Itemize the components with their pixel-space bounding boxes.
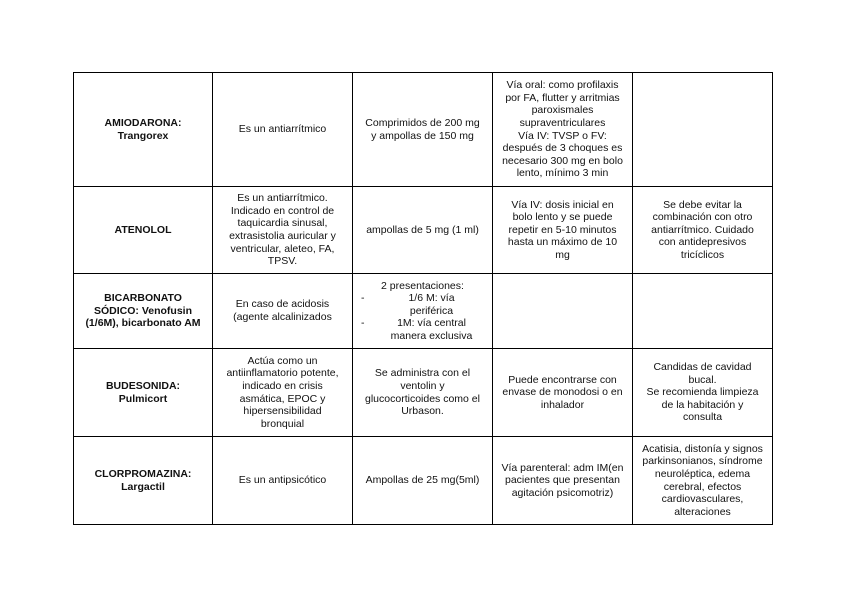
drug-notes: Candidas de cavidad bucal. Se recomienda limpieza de la habitación y consulta: [646, 361, 759, 424]
table-row: [74, 349, 773, 437]
drug-administration: Vía oral: como profilaxis por FA, flutter y arritmias paroxismales supraventriculares Vía IV: TVSP o FV: después de 3 choques es necesario 300 mg en bolo lento, mínimo 3 min: [502, 79, 623, 180]
drug-name: ATENOLOL: [114, 223, 172, 236]
drug-name-cell: [74, 274, 213, 349]
drug-presentation: Comprimidos de 200 mg y ampollas de 150 mg: [365, 116, 480, 142]
presentation-list: [357, 292, 488, 342]
drug-name: CLORPROMAZINA: Largactil: [94, 467, 192, 493]
drug-name-cell: [74, 437, 213, 525]
drug-name-cell: [74, 187, 213, 274]
drug-table: [73, 72, 773, 525]
notes-cell: [633, 187, 773, 274]
administration-cell: [493, 349, 633, 437]
notes-cell: [633, 349, 773, 437]
drug-name: AMIODARONA: Trangorex: [104, 116, 182, 142]
table-row: [74, 73, 773, 187]
description-cell: [213, 187, 353, 274]
drug-name: BUDESONIDA: Pulmicort: [105, 379, 181, 405]
drug-administration: Vía IV: dosis inicial en bolo lento y se puede repetir en 5-10 minutos hasta un máximo de 10 mg: [507, 198, 618, 261]
table-row: [74, 187, 773, 274]
drug-administration: Puede encontrarse con envase de monodosi o en inhalador: [502, 373, 623, 411]
drug-description: Es un antiarrítmico: [238, 123, 327, 136]
drug-administration: Vía parenteral: adm IM(en pacientes que presentan agitación psicomotriz): [501, 461, 624, 499]
presentation-cell: [353, 187, 493, 274]
list-item: - 1M: vía central manera exclusiva: [361, 317, 488, 342]
drug-description: Actúa como un antiinflamatorio potente, indicado en crisis asmática, EPOC y hipersensibilidad bronquial: [226, 354, 339, 430]
presentation-cell: [353, 73, 493, 187]
drug-presentation: ampollas de 5 mg (1 ml): [366, 223, 479, 236]
drug-name-cell: [74, 349, 213, 437]
drug-name-cell: [74, 73, 213, 187]
administration-cell: [493, 274, 633, 349]
table-row: [74, 274, 773, 349]
presentation-title: 2 presentaciones:: [381, 279, 464, 292]
administration-cell: [493, 187, 633, 274]
description-cell: [213, 349, 353, 437]
description-cell: [213, 73, 353, 187]
presentation-cell: [353, 274, 493, 349]
administration-cell: [493, 73, 633, 187]
drug-description: Es un antiarrítmico. Indicado en control de taquicardia sinusal, extrasistolia auricular y ventricular, aleteo, FA, TPSV.: [229, 192, 336, 268]
description-cell: [213, 437, 353, 525]
administration-cell: [493, 437, 633, 525]
presentation-cell: [353, 349, 493, 437]
notes-cell: [633, 274, 773, 349]
drug-notes: Se debe evitar la combinación con otro antiarrítmico. Cuidado con antidepresivos tricíclicos: [651, 198, 754, 261]
presentation-cell: [353, 437, 493, 525]
notes-cell: [633, 437, 773, 525]
table-row: [74, 437, 773, 525]
drug-name: BICARBONATO SÓDICO: Venofusin (1/6M), bicarbonato AM: [85, 292, 201, 330]
list-item: - 1/6 M: vía periférica: [361, 292, 488, 317]
drug-presentation: Ampollas de 25 mg(5ml): [365, 474, 480, 487]
description-cell: [213, 274, 353, 349]
drug-presentation: Se administra con el ventolin y glucocorticoides como el Urbason.: [365, 367, 480, 418]
notes-cell: [633, 73, 773, 187]
drug-description: Es un antipsicótico: [238, 474, 327, 487]
drug-notes: Acatisia, distonía y signos parkinsonianos, síndrome neuroléptica, edema cerebral, efectos cardiovasculares, alteraciones: [642, 442, 763, 518]
drug-description: En caso de acidosis (agente alcalinizados: [233, 298, 332, 323]
